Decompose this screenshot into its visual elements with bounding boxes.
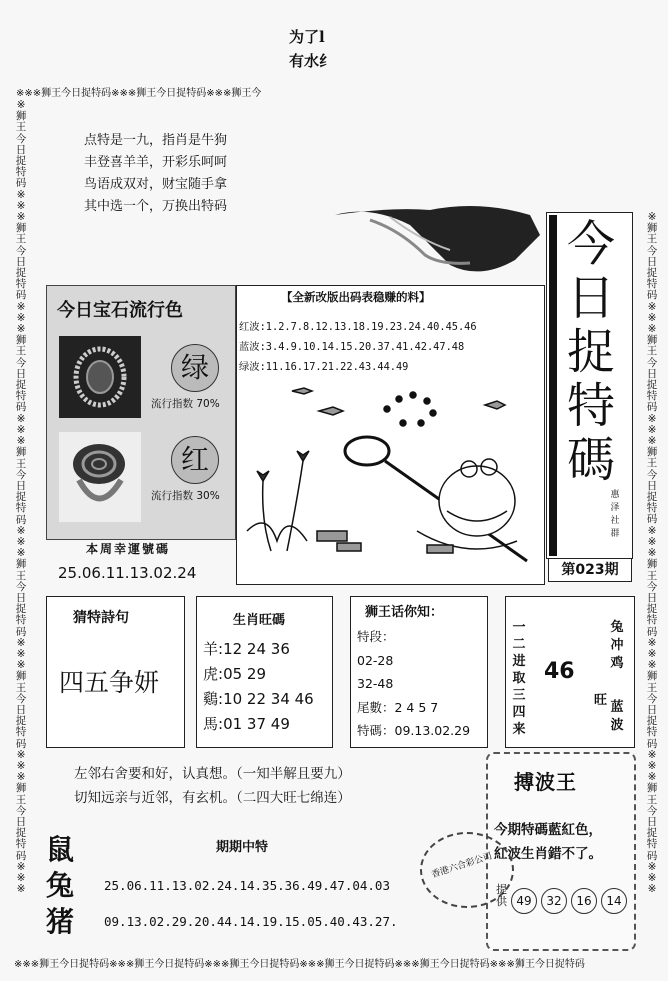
frog-illustration (237, 381, 542, 581)
waves-title: 【全新改版出码表稳赚的料】 (281, 290, 431, 304)
side-right-col (610, 619, 624, 673)
zodiac-box (196, 596, 333, 748)
zodiac-name: 鷄: (203, 690, 224, 708)
lucky-title: 本周幸運號碼 (86, 542, 171, 556)
side-box (505, 596, 635, 748)
side-char: 兔 (610, 620, 624, 635)
zodiac-nums: 10 22 34 46 (223, 690, 314, 708)
poem-line: 点特是一九，指肖是牛狗 (84, 133, 228, 148)
brand-bar (549, 215, 557, 556)
side-char: 三 (512, 688, 526, 703)
brand-char: 今 (566, 216, 615, 272)
balls-row (511, 888, 629, 916)
bottom-row-2: 09.13.02.29.20.44.14.19.15.05.40.43.27. (104, 914, 398, 929)
hint-line-1: 左邻右舍要和好，认真想。（一知半解且要九） (74, 766, 351, 782)
stamp-text: 香港六合彩公司 (430, 851, 494, 881)
lion-row: 32-48 (357, 676, 394, 691)
side-strip-right: ※狮王今日捉特码※※※狮王今日捉特码※※※狮王今日捉特码※※※狮王今日捉特码※※※狮王今日捉特码※※※狮王今日捉特码※※※ (646, 212, 658, 896)
lion-list (357, 625, 470, 743)
ball: 16 (571, 888, 597, 914)
poem-line: 其中选一个，万换出特码 (84, 199, 228, 214)
poem (84, 130, 274, 218)
poem-line: 丰登喜羊羊，开彩乐呵呵 (84, 155, 228, 170)
guess-box (46, 596, 185, 748)
side-left-col (512, 619, 526, 738)
brand-title (561, 217, 621, 487)
issue-number: 第023期 (548, 558, 632, 582)
popularity-index-1: 流行指数 70% (151, 398, 220, 410)
ring-image-2 (59, 432, 141, 522)
brand-char: 特 (566, 378, 615, 434)
decorative-illustration (330, 205, 550, 285)
ticker-top: ※※※狮王今日捉特码※※※狮王今日捉特码※※※狮王今 (16, 88, 262, 98)
guess-text: 四五争妍 (59, 668, 160, 697)
bowang-text-2: 紅波生肖錯不了。 (494, 846, 602, 862)
side-char: 取 (512, 671, 526, 686)
waves-panel (236, 285, 545, 585)
animal-char: 猪 (46, 905, 75, 938)
zodiac-name: 馬: (203, 715, 224, 733)
side-char: 鸡 (610, 656, 624, 671)
zodiac-name: 虎: (203, 665, 224, 683)
animal-char: 鼠 (46, 833, 75, 866)
gem-panel (46, 285, 236, 540)
zodiac-title: 生肖旺碼 (233, 613, 286, 628)
ring-image-1 (59, 336, 141, 418)
popularity-index-2: 流行指数 30% (151, 490, 220, 502)
publisher-char: 惠 (610, 490, 620, 500)
guess-title: 猜特詩句 (73, 610, 129, 626)
lion-title: 狮王话你知： (365, 605, 444, 620)
zodiac-list (203, 637, 314, 737)
brand-panel (546, 212, 633, 559)
provide-label: 提供 (496, 883, 507, 908)
side-char: 四 (512, 705, 526, 720)
brand-char: 日 (566, 270, 615, 326)
zodiac-row (203, 637, 314, 662)
red-badge: 红 (171, 436, 219, 484)
lion-row: 特段： (357, 629, 395, 644)
bottom-row-1: 25.06.11.13.02.24.14.35.36.49.47.04.03 (104, 878, 390, 893)
side-char: 波 (610, 718, 624, 733)
bowang-text-1: 今期特碼藍紅色， (494, 822, 602, 838)
red-wave: 红波:1.2.7.8.12.13.18.19.23.24.40.45.46 (239, 321, 477, 333)
side-char: 来 (512, 722, 526, 737)
side-char: 一 (512, 620, 526, 635)
zodiac-nums: 12 24 36 (223, 640, 290, 658)
publisher-char: 社 (610, 516, 620, 526)
ball: 32 (541, 888, 567, 914)
gem-title: 今日宝石流行色 (57, 300, 183, 321)
poem-line: 鸟语成双对，财宝随手拿 (84, 177, 228, 192)
side-number: 46 (544, 659, 575, 684)
lucky-numbers: 25.06.11.13.02.24 (58, 564, 197, 582)
lion-row: 尾數：2 4 5 7 (357, 699, 439, 715)
brand-char: 碼 (566, 432, 615, 488)
lion-row: 02-28 (357, 652, 394, 668)
green-badge: 绿 (171, 344, 219, 392)
zodiac-nums: 05 29 (223, 665, 267, 683)
side-char: 冲 (610, 638, 624, 653)
brand-char: 捉 (566, 324, 615, 380)
ticker-bottom: ※※※狮王今日捉特码※※※狮王今日捉特码※※※狮王今日捉特码※※※狮王今日捉特码※※※狮王今日捉特码※※※狮王今日捉特码 (14, 959, 585, 969)
zodiac-nums: 01 37 49 (223, 715, 290, 733)
bowang-title: 搏波王 (514, 770, 577, 794)
zodiac-name: 羊: (203, 640, 224, 658)
green-wave: 绿波:11.16.17.21.22.43.44.49 (239, 361, 409, 373)
wang-char: 旺 (594, 693, 608, 708)
side-char: 蓝 (610, 700, 624, 715)
side-char: 二 (512, 637, 526, 652)
publisher-char: 泽 (610, 503, 620, 513)
ball: 49 (511, 888, 537, 914)
zodiac-row (203, 662, 314, 687)
bottom-title: 期期中特 (216, 840, 269, 855)
animal-char: 兔 (46, 869, 75, 902)
side-strip-left: ※狮王今日捉特码※※※狮王今日捉特码※※※狮王今日捉特码※※※狮王今日捉特码※※※狮王今日捉特码※※※狮王今日捉特码※※※狮王今日捉特码※※※ (15, 100, 27, 896)
ball: 14 (601, 888, 627, 914)
header-line-2: 有水纟 (289, 52, 335, 70)
hint-line-2: 切知远亲与近邻，有玄机。（二四大旺七绵连） (74, 790, 351, 806)
side-char: 进 (512, 654, 526, 669)
blue-wave: 蓝波:3.4.9.10.14.15.20.37.41.42.47.48 (239, 341, 465, 353)
lion-box (350, 596, 488, 748)
zodiac-row (203, 712, 314, 737)
header-line-1: 为了l (289, 28, 325, 46)
publisher-char: 群 (610, 529, 620, 539)
lion-row: 特碼：09.13.02.29 (357, 723, 471, 738)
bottom-animals (46, 832, 80, 940)
zodiac-row (203, 687, 314, 712)
lan-bo (610, 699, 624, 735)
publisher (609, 489, 621, 541)
